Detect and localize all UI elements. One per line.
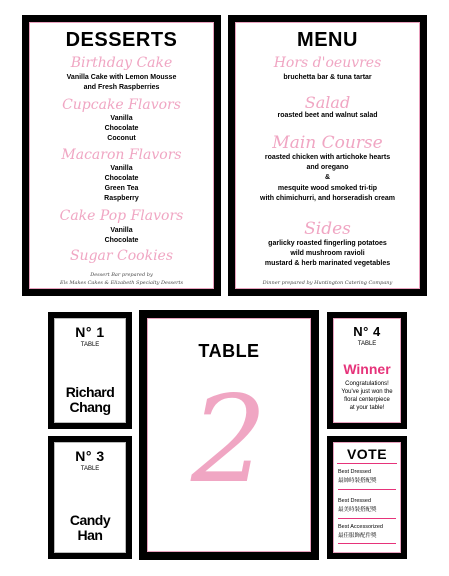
table-number: N° 4 [353,324,381,339]
menu-item: & [324,174,331,181]
dessert-item: Chocolate [104,237,139,244]
winner-message-2: You've just won the [341,389,393,395]
guest-name-line2: Han [77,527,103,543]
dessert-item: Coconut [107,135,136,142]
vote-entry-zh: 最佳服飾配件獎 [338,533,377,539]
menu-item: garlicky roasted fingerling potatoes [268,240,387,247]
dessert-item: Green Tea [104,185,139,192]
dessert-item: Vanilla [110,115,133,122]
dessert-item: Vanilla [110,165,133,172]
table-label: TABLE [357,341,377,347]
menu-item: roasted chicken with artichoke hearts [264,154,391,161]
dessert-heading-cakepop: Cake Pop Flavors [59,208,184,224]
vote-line[interactable] [338,489,396,490]
menu-credit: Dinner prepared by Huntington Catering Company [262,280,393,286]
dessert-item: Raspberry [104,195,139,202]
dessert-item: Chocolate [104,175,139,182]
menu-heading-main: Main Course [272,133,383,153]
menu-card-inner [235,22,420,289]
dessert-heading-macaron: Macaron Flavors [61,147,182,163]
menu-title: MENU [297,29,358,51]
table-card-1 [48,312,132,429]
menu-heading-sides: Sides [304,219,351,239]
table-card-3 [48,436,132,559]
menu-heading-salad: Salad [304,93,351,112]
desserts-title: DESSERTS [65,29,178,51]
table-number: N° 1 [75,324,105,340]
menu-item: mustard & herb marinated vegetables [264,260,391,267]
winner-card-inner [333,318,401,423]
desserts-credit-2: Els Makes Cakes & Elizabeth Specialty Desserts [59,280,184,286]
menu-item: wild mushroom ravioli [290,250,365,257]
guest-name-line2: Chang [69,399,111,415]
winner-message-4: at your table! [349,405,385,411]
table-card-big-inner [147,318,311,552]
vote-card [327,436,407,559]
table-label: TABLE [80,342,100,348]
table-label: TABLE [80,466,100,472]
table-big-number: 2 [190,371,268,510]
vote-card-inner [333,442,401,553]
dessert-item: and Fresh Raspberries [83,84,160,91]
table-number: N° 3 [75,448,105,464]
menu-item: and oregano [306,164,349,171]
vote-entry-en: Best Dressed [338,498,372,504]
dessert-item: Chocolate [104,125,139,132]
table-big-title: TABLE [198,341,260,361]
menu-heading-hors: Hors d'oeuvres [273,55,382,71]
desserts-card [22,15,221,296]
dessert-item: Vanilla Cake with Lemon Mousse [66,74,177,81]
table-card-1-inner [54,318,126,423]
vote-entry-zh: 最美時裝搭配獎 [338,507,377,513]
guest-name-line1: Candy [69,512,111,528]
vote-divider [337,463,397,464]
menu-item: mesquite wood smoked tri-tip [277,185,378,192]
vote-title: VOTE [346,446,388,462]
menu-card [228,15,427,296]
menu-item: bruchetta bar & tuna tartar [283,74,372,81]
dessert-heading-cupcake: Cupcake Flavors [62,97,181,113]
winner-message-1: Congratulations! [345,381,389,387]
vote-entry-zh: 最帥時裝搭配獎 [338,478,377,484]
desserts-credit-1: Dessert Bar prepared by [90,272,153,278]
guest-name-line1: Richard [65,384,115,400]
winner-headline: Winner [343,361,391,377]
vote-entry-en: Best Accessorized [338,524,383,530]
menu-item: roasted beet and walnut salad [277,112,378,119]
desserts-card-inner [29,22,214,289]
dessert-heading-birthday: Birthday Cake [70,55,173,71]
vote-entry-en: Best Dressed [338,469,372,475]
winner-card [327,312,407,429]
dessert-item: Vanilla [110,227,133,234]
table-card-3-inner [54,442,126,553]
vote-line[interactable] [338,543,396,544]
menu-item: with chimichurri, and horseradish cream [260,195,395,202]
winner-message-3: floral centerpiece [344,397,390,403]
table-card-big [139,310,319,560]
dessert-heading-cookies: Sugar Cookies [69,248,174,264]
vote-line[interactable] [338,518,396,519]
